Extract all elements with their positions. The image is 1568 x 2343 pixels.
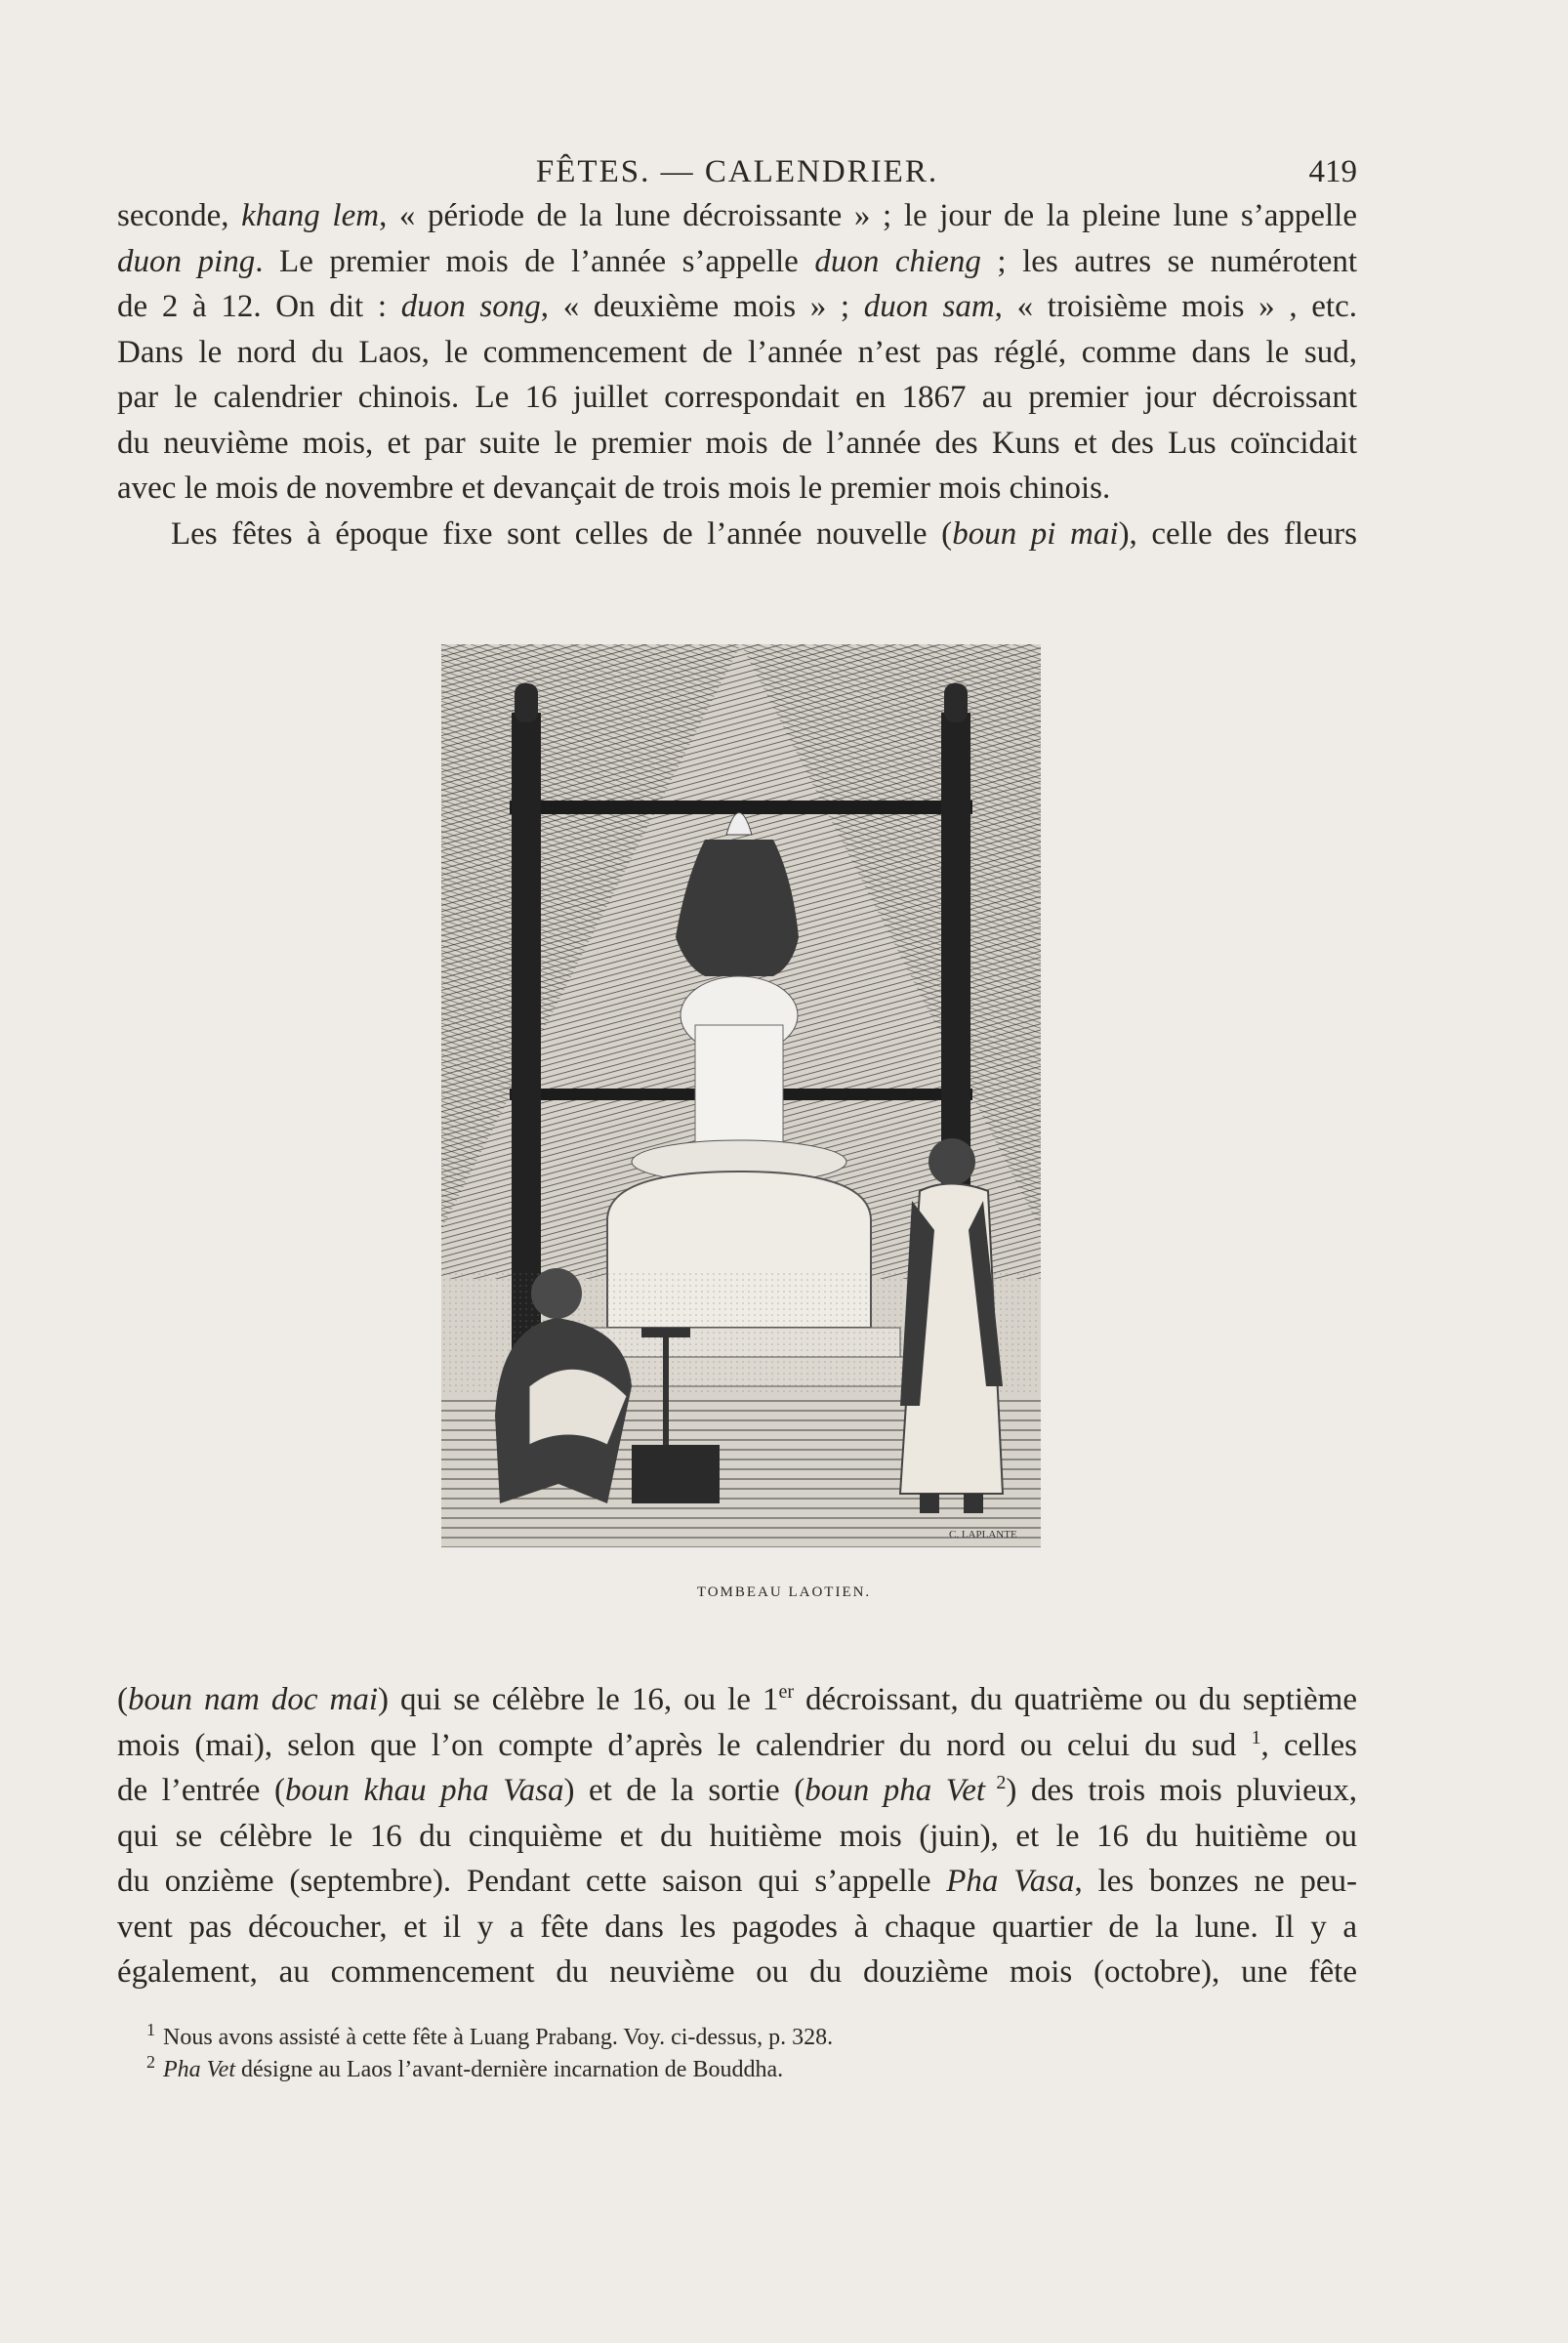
- text-line: seconde, khang lem, « période de la lune décroissante » ; le jour de la pleine lune s’appelle: [117, 198, 1357, 233]
- paragraph-bottom: [117, 1677, 1357, 1995]
- running-head: [117, 154, 1357, 193]
- footnotes: [146, 2022, 1357, 2086]
- tomb-engraving: [441, 644, 1041, 1547]
- text-line: du onzième (septembre). Pendant cette saison qui s’appelle Pha Vasa, les bonzes ne peu-: [117, 1864, 1358, 1899]
- paragraph-top: [117, 193, 1357, 556]
- text-line: de 2 à 12. On dit : duon song, « deuxième mois » ; duon sam, « troisième mois » , etc.: [117, 289, 1357, 324]
- figure-caption: TOMBEAU LAOTIEN.: [696, 1584, 872, 1600]
- footnote-ref: 1: [1251, 1726, 1261, 1748]
- text-line: Les fêtes à époque fixe sont celles de l’année nouvelle (boun pi mai), celle des fleurs: [171, 515, 1358, 552]
- text-line: avec le mois de novembre et devançait de trois mois le premier mois chinois.: [117, 471, 1111, 506]
- text-line: (boun nam doc mai) qui se célèbre le 16, ou le 1er décroissant, du quatrième ou du septième: [117, 1681, 1357, 1717]
- footnote-2: $^2$ Pha Vet désigne au Laos l’avant-dernière incarnation de Bouddha.: [146, 2052, 784, 2082]
- text-line: mois (mai), selon que l’on compte d’après le calendrier du nord ou celui du sud $^1$, celles: [117, 1726, 1358, 1763]
- text-line: qui se célèbre le 16 du cinquième et du huitième mois (juin), et le 16 du huitième ou: [117, 1818, 1357, 1854]
- engraver-signature: C. LAPLANTE: [949, 1529, 1017, 1541]
- text-line: vent pas découcher, et il y a fête dans les pagodes à chaque quartier de la lune. Il y a: [117, 1909, 1357, 1945]
- text-line: duon ping. Le premier mois de l’année s’appelle duon chieng ; les autres se numérotent: [117, 243, 1358, 279]
- footnote-1: $^1$ Nous avons assisté à cette fête à Luang Prabang. Voy. ci-dessus, p. 328.: [146, 2020, 834, 2050]
- running-title: FÊTES. — CALENDRIER.: [535, 154, 939, 189]
- text-line: également, au commencement du neuvième ou du douzième mois (octobre), une fête: [117, 1954, 1357, 1990]
- footnote-ref: 2: [985, 1772, 1007, 1793]
- text-line: Dans le nord du Laos, le commencement de l’année n’est pas réglé, comme dans le sud,: [117, 334, 1357, 370]
- text-line: par le calendrier chinois. Le 16 juillet correspondait en 1867 au premier jour décroissant: [117, 380, 1357, 415]
- text-line: de l’entrée (boun khau pha Vasa) et de la sortie (boun pha Vet $^2$) des trois mois pluvieux,: [117, 1772, 1357, 1808]
- text-line: du neuvième mois, et par suite le premier mois de l’année des Kuns et des Lus coïncidait: [117, 425, 1357, 461]
- page-number: 419: [1308, 154, 1357, 189]
- engraving-illustration: [441, 644, 1041, 1547]
